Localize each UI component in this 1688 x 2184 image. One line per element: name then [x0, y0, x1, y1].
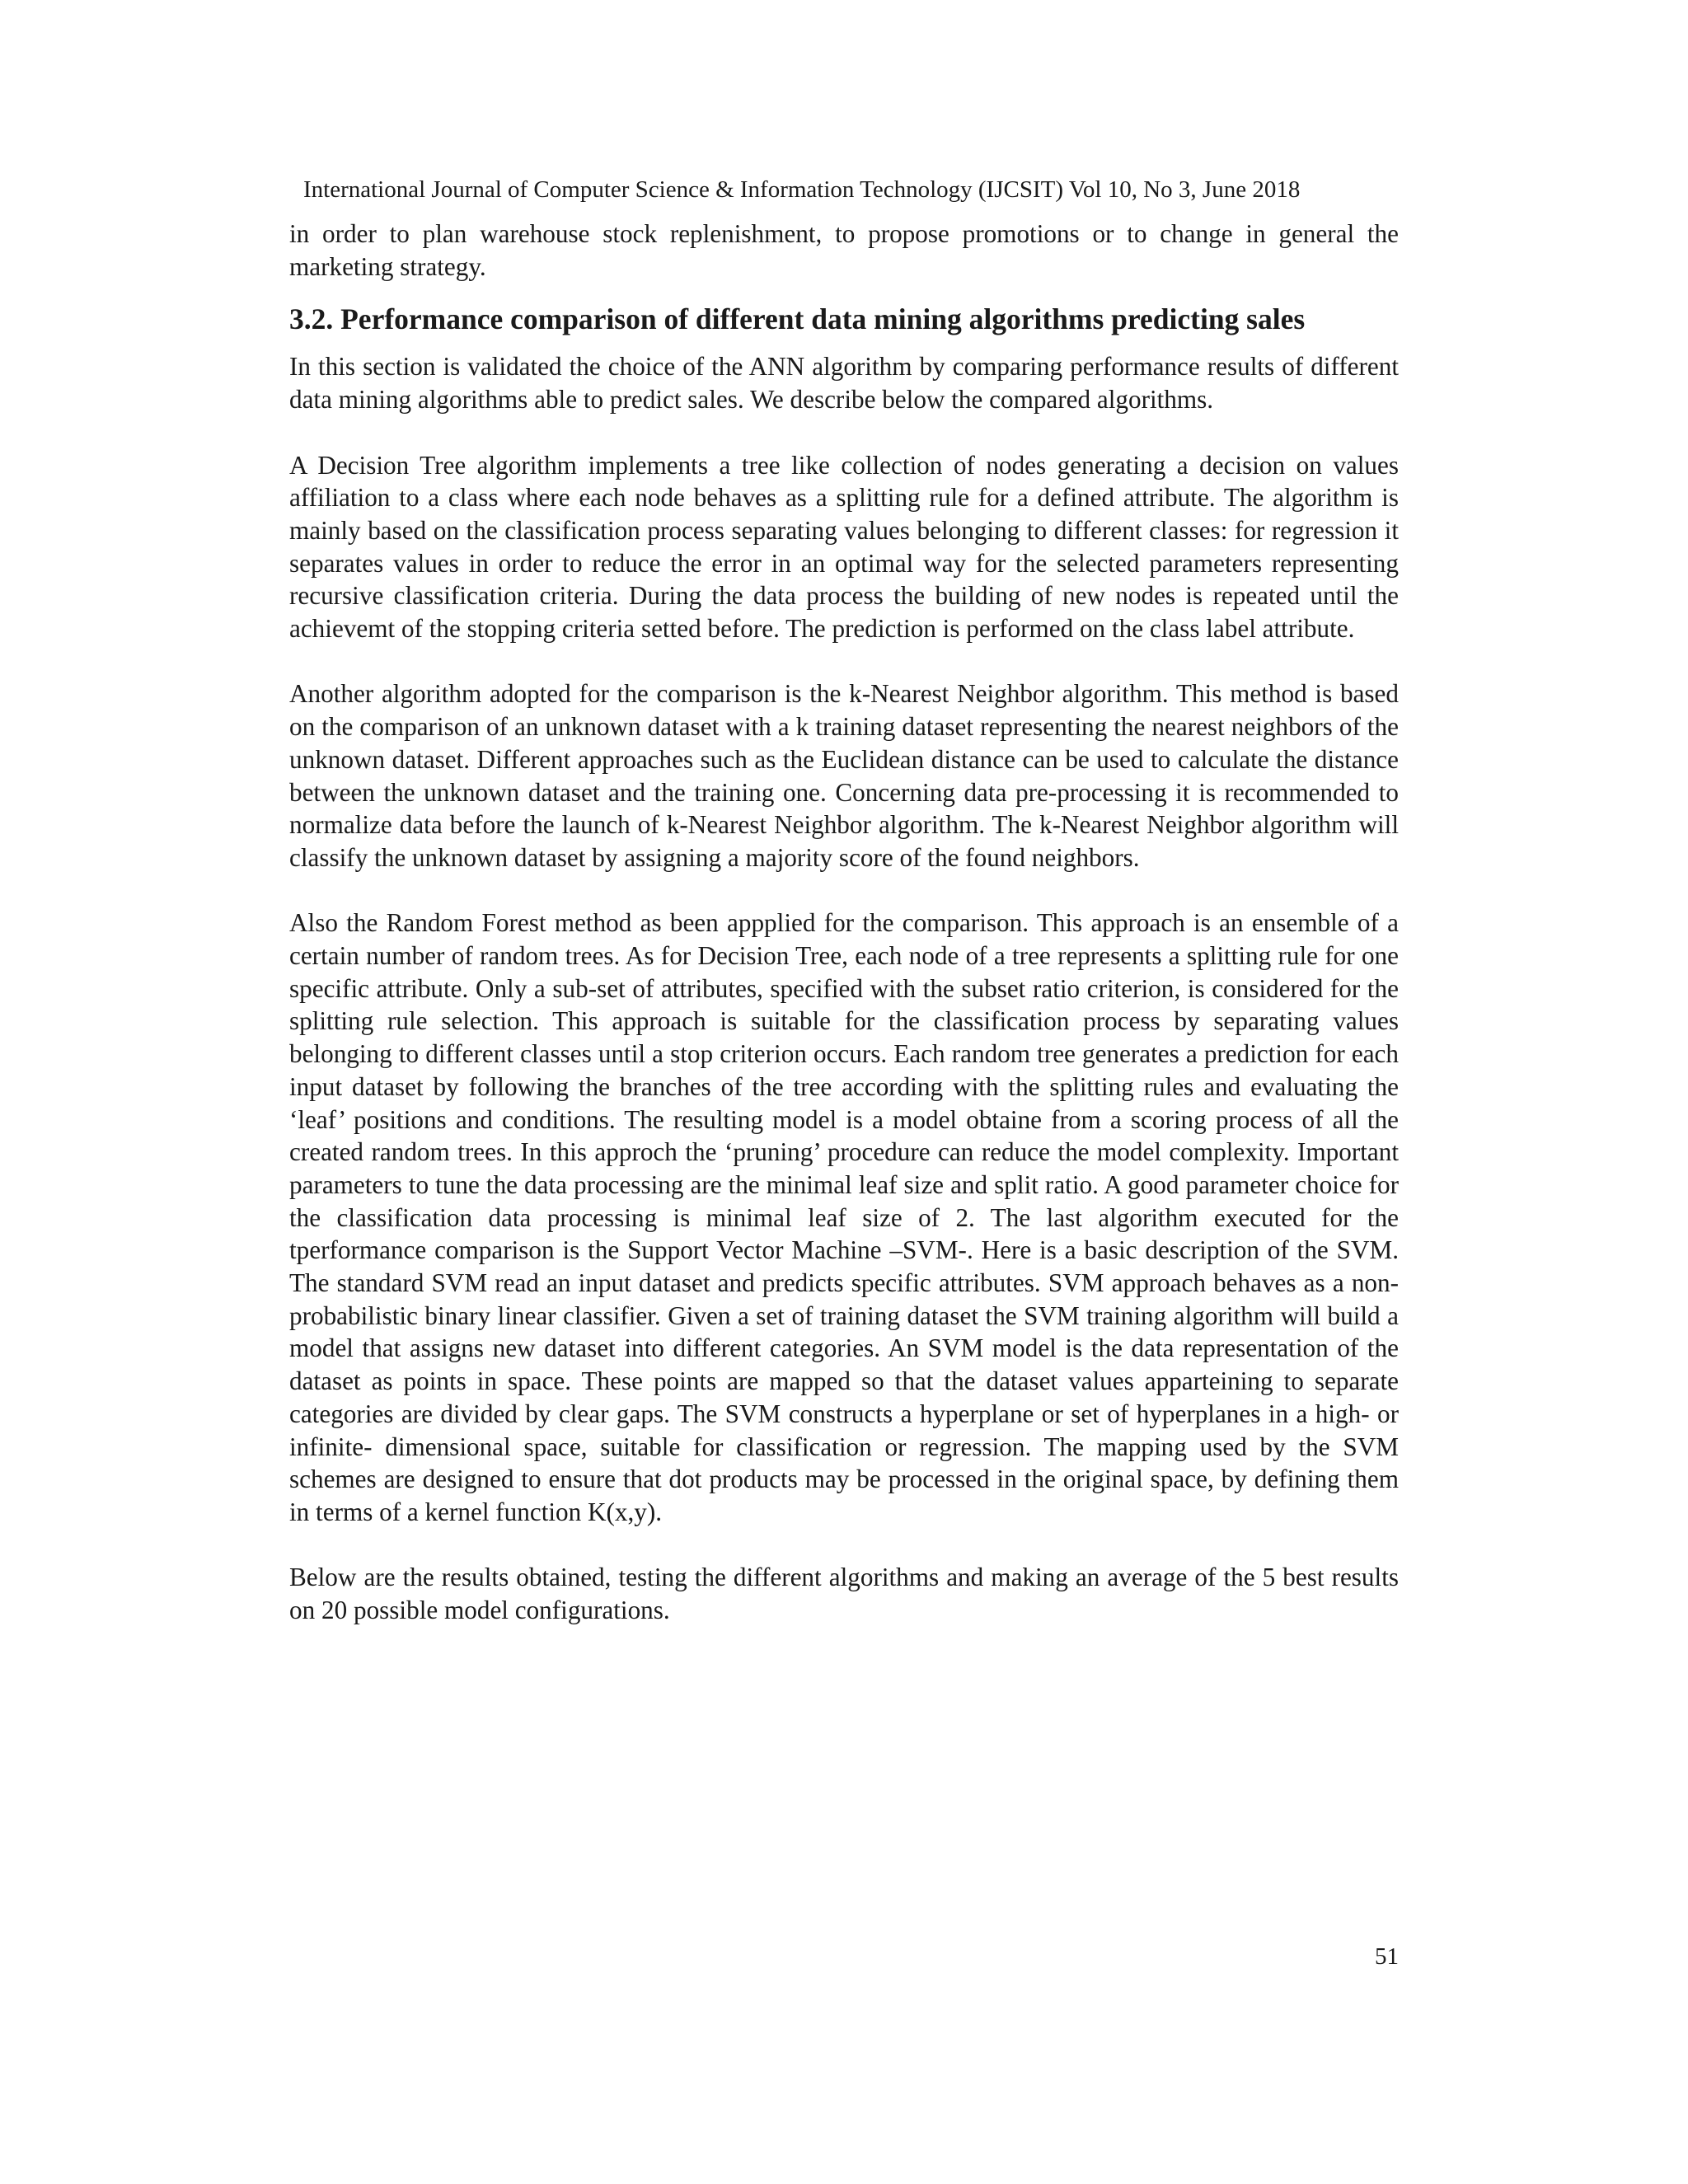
decision-tree-paragraph: A Decision Tree algorithm implements a tree like collection of nodes generating a decision on values affiliation to a class where each node behaves as a splitting rule for a defined attribute. The algorithm is mainly based on the classification process separating values belonging to different classes: for regression it separates values in order to reduce the error in an optimal way for the selected parameters representing recursive classification criteria. During the data process the building of new nodes is repeated until the achievemt of the stopping criteria setted before. The prediction is performed on the class label attribute.	[289, 450, 1399, 644]
page-body	[289, 218, 1399, 1627]
running-header: International Journal of Computer Science & Information Technology (IJCSIT) Vol 10, No 3, June 2018	[303, 176, 1301, 203]
page-number: 51	[1375, 1943, 1399, 1970]
section-heading: 3.2. Performance comparison of different data mining algorithms predicting sales	[289, 302, 1306, 336]
results-intro-paragraph: Below are the results obtained, testing the different algorithms and making an average of the 5 best results on 20 possible model configurations.	[289, 1563, 1399, 1625]
random-forest-svm-paragraph: Also the Random Forest method as been appplied for the comparison. This approach is an ensemble of a certain number of random trees. As for Decision Tree, each node of a tree represents a splitting rule for one specific attribute. Only a sub-set of attributes, specified with the subset ratio criterion, is considered for the splitting rule selection. This approach is suitable for the classification process by separating values belonging to different classes until a stop criterion occurs. Each random tree generates a prediction for each input dataset by following the branches of the tree according with the splitting rules and evaluating the ‘leaf’ positions and conditions. The resulting model is a model obtaine from a scoring process of all the created random trees. In this approch the ‘pruning’ procedure can reduce the model complexity. Important parameters to tune the data processing are the minimal leaf size and split ratio. A good parameter choice for the classification data processing is minimal leaf size of 2. The last algorithm executed for the tperformance comparison is the Support Vector Machine –SVM-. Here is a basic description of the SVM. The standard SVM read an input dataset and predicts specific attributes. SVM approach behaves as a non-probabilistic binary linear classifier. Given a set of training dataset the SVM training algorithm will build a model that assigns new dataset into different categories. An SVM model is the data representation of the dataset as points in space. These points are mapped so that the dataset values apparteining to separate categories are divided by clear gaps. The SVM constructs a hyperplane or set of hyperplanes in a high- or infinite- dimensional space, suitable for classification or regression. The mapping used by the SVM schemes are designed to ensure that dot products may be processed in the original space, by defining them in terms of a kernel function K(x,y).	[289, 908, 1399, 1526]
intro-paragraph: In this section is validated the choice of the ANN algorithm by comparing performance results of different data mining algorithms able to predict sales. We describe below the compared algorithms.	[289, 352, 1399, 415]
knn-paragraph: Another algorithm adopted for the comparison is the k-Nearest Neighbor algorithm. This method is based on the comparison of an unknown dataset with a k training dataset representing the nearest neighbors of the unknown dataset. Different approaches such as the Euclidean distance can be used to calculate the distance between the unknown dataset and the training one. Concerning data pre-processing it is recommended to normalize data before the launch of k-Nearest Neighbor algorithm. The k-Nearest Neighbor algorithm will classify the unknown dataset by assigning a majority score of the found neighbors.	[289, 679, 1399, 872]
continuation-paragraph: in order to plan warehouse stock replenishment, to propose promotions or to change in general the marketing strategy.	[289, 219, 1399, 281]
